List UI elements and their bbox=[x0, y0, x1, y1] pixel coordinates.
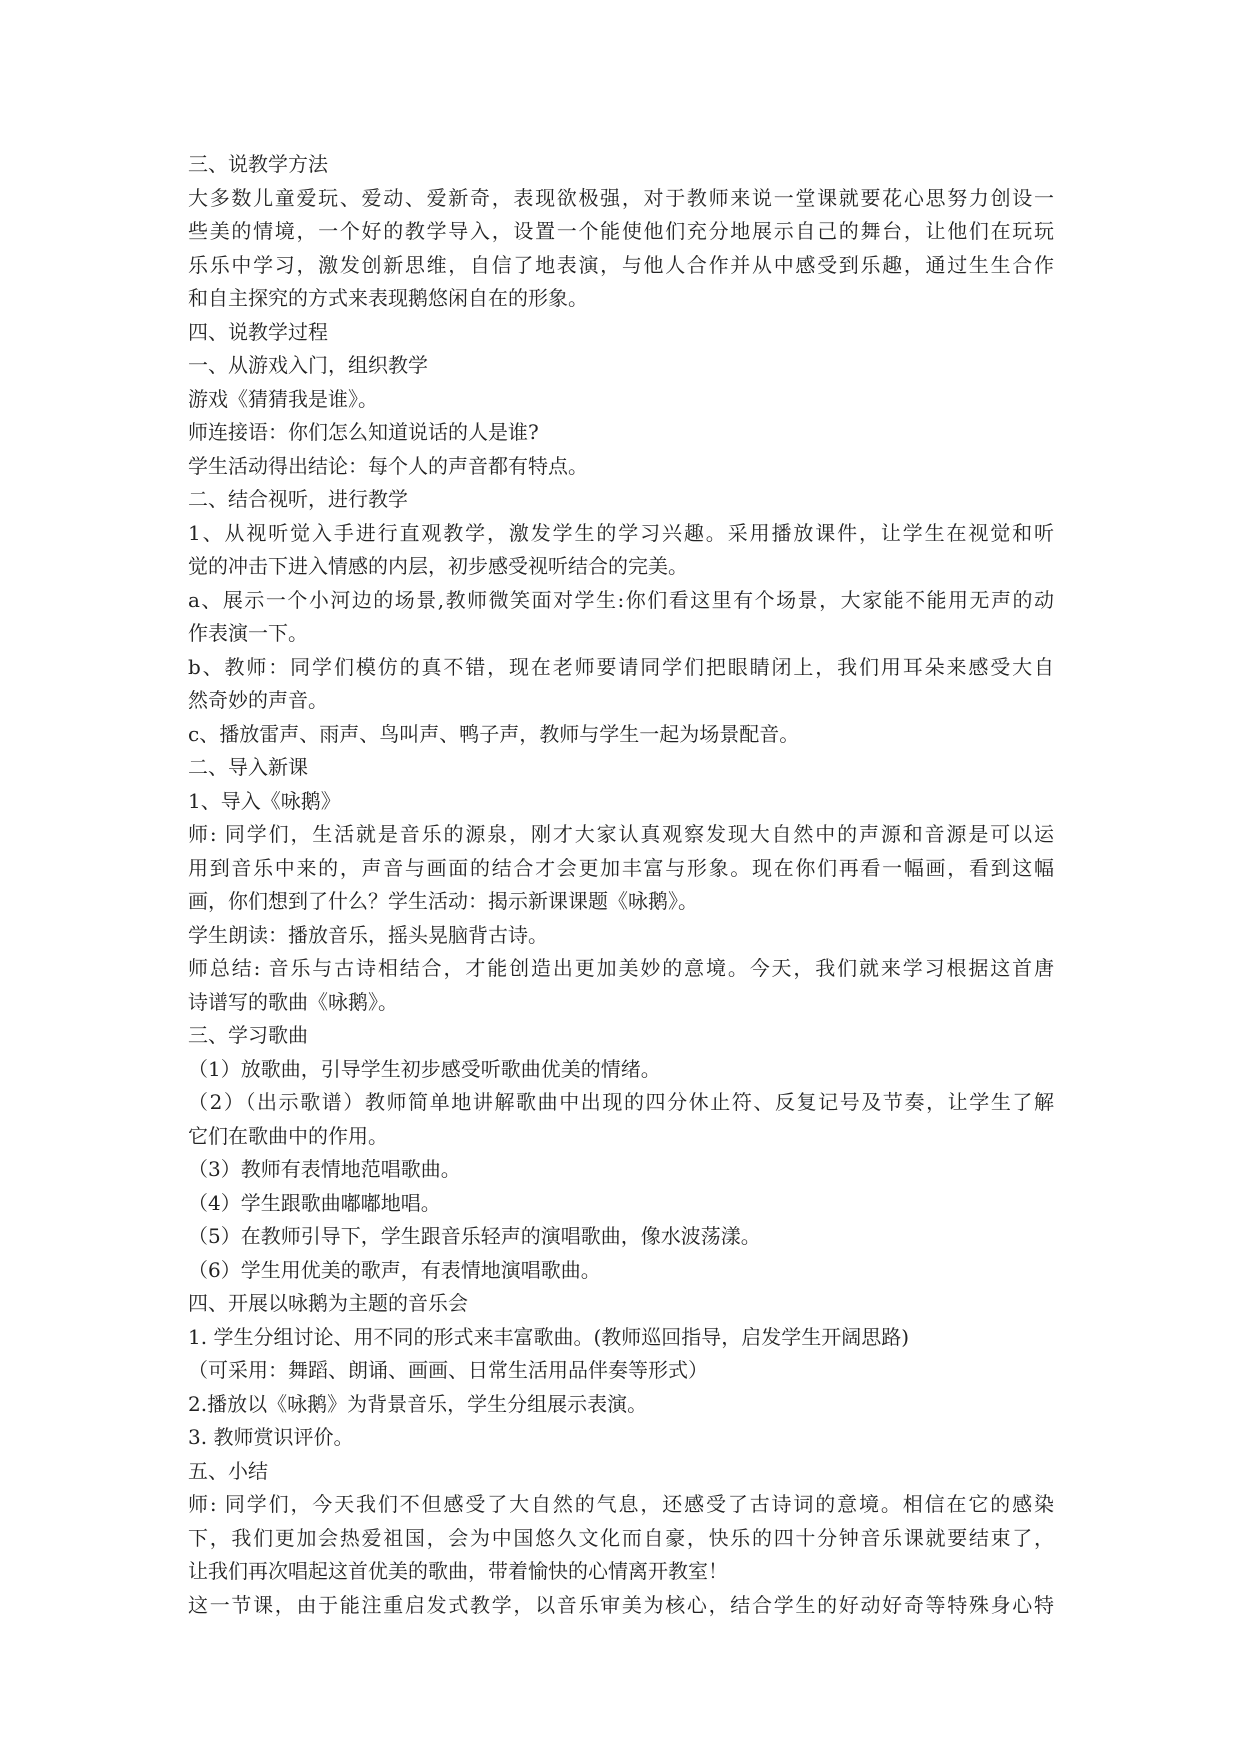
list-item: （6）学生用优美的歌声，有表情地演唱歌曲。 bbox=[188, 1257, 601, 1282]
list-item: （可采用：舞蹈、朗诵、画画、日常生活用品伴奏等形式） bbox=[188, 1358, 708, 1382]
paragraph-line: 诗谱写的歌曲《咏鹅》。 bbox=[188, 989, 398, 1014]
paragraph-line: c、播放雷声、雨声、鸟叫声、鸭子声，教师与学生一起为场景配音。 bbox=[188, 721, 800, 746]
paragraph-line: 乐乐中学习，激发创新思维，自信了地表演，与他人合作并从中感受到乐趣，通过生生合作 bbox=[188, 252, 1054, 277]
list-item: （5）在教师引导下，学生跟音乐轻声的演唱歌曲，像水波荡漾。 bbox=[188, 1224, 761, 1248]
paragraph-line: 下，我们更加会热爱祖国，会为中国悠久文化而自豪，快乐的四十分钟音乐课就要结束了， bbox=[188, 1525, 1054, 1550]
paragraph-line: 让我们再次唱起这首优美的歌曲，带着愉快的心情离开教室！ bbox=[188, 1559, 728, 1583]
paragraph-line: 作表演一下。 bbox=[188, 621, 308, 645]
list-item: （2）（出示歌谱）教师简单地讲解歌曲中出现的四分休止符、反复记号及节奏，让学生了解 bbox=[188, 1090, 1054, 1114]
document-body bbox=[188, 148, 1054, 1622]
subsection-heading: 四、开展以咏鹅为主题的音乐会 bbox=[188, 1291, 468, 1315]
subsection-heading: 三、学习歌曲 bbox=[188, 1023, 308, 1047]
section-heading: 四、说教学过程 bbox=[188, 319, 328, 344]
list-item: （4）学生跟歌曲嘟嘟地唱。 bbox=[188, 1190, 441, 1215]
paragraph-line: 然奇妙的声音。 bbox=[188, 688, 328, 712]
paragraph-line: 和自主探究的方式来表现鹅悠闲自在的形象。 bbox=[188, 286, 588, 310]
paragraph-line: 些美的情境，一个好的教学导入，设置一个能使他们充分地展示自己的舞台，让他们在玩玩 bbox=[188, 219, 1054, 243]
paragraph-line: 1、导入《咏鹅》 bbox=[188, 788, 341, 813]
paragraph-line: 师总结: 音乐与古诗相结合，才能创造出更加美妙的意境。今天，我们就来学习根据这首唐 bbox=[188, 956, 1054, 980]
list-item: 2.播放以《咏鹅》为背景音乐，学生分组展示表演。 bbox=[188, 1391, 648, 1416]
list-item: 1. 学生分组讨论、用不同的形式来丰富歌曲。(教师巡回指导，启发学生开阔思路) bbox=[188, 1324, 910, 1349]
paragraph-line: 大多数儿童爱玩、爱动、爱新奇，表现欲极强，对于教师来说一堂课就要花心思努力创设一 bbox=[188, 185, 1054, 210]
paragraph-line: 觉的冲击下进入情感的内层，初步感受视听结合的完美。 bbox=[188, 554, 688, 578]
paragraph-line: 用到音乐中来的，声音与画面的结合才会更加丰富与形象。现在你们再看一幅画，看到这幅 bbox=[188, 855, 1054, 880]
paragraph-line: 学生活动得出结论：每个人的声音都有特点。 bbox=[188, 453, 588, 478]
subsection-heading: 二、结合视听，进行教学 bbox=[188, 487, 408, 511]
list-item: 它们在歌曲中的作用。 bbox=[188, 1123, 388, 1148]
paragraph-line: 学生朗读：播放音乐，摇头晃脑背古诗。 bbox=[188, 922, 548, 947]
subsection-heading: 二、导入新课 bbox=[188, 755, 308, 779]
paragraph-line: 画，你们想到了什么？学生活动：揭示新课课题《咏鹅》。 bbox=[188, 889, 698, 913]
paragraph-line: 师: 同学们，生活就是音乐的源泉，刚才大家认真观察发现大自然中的声源和音源是可以运 bbox=[188, 822, 1054, 846]
list-item: （1）放歌曲，引导学生初步感受听歌曲优美的情绪。 bbox=[188, 1056, 661, 1081]
subsection-heading: 五、小结 bbox=[188, 1458, 268, 1483]
paragraph-line: 师: 同学们，今天我们不但感受了大自然的气息，还感受了古诗词的意境。相信在它的感染 bbox=[188, 1492, 1054, 1516]
paragraph-line: 这一节课，由于能注重启发式教学，以音乐审美为核心，结合学生的好动好奇等特殊身心特 bbox=[188, 1592, 1054, 1617]
paragraph-line: a、展示一个小河边的场景,教师微笑面对学生:你们看这里有个场景，大家能不能用无声的动 bbox=[188, 587, 1054, 612]
paragraph-line: b、教师：同学们模仿的真不错，现在老师要请同学们把眼睛闭上，我们用耳朵来感受大自 bbox=[188, 654, 1054, 679]
list-item: 3. 教师赏识评价。 bbox=[188, 1425, 354, 1449]
paragraph-line: 师连接语：你们怎么知道说话的人是谁? bbox=[188, 420, 539, 444]
paragraph-line: 游戏《猜猜我是谁》。 bbox=[188, 386, 378, 411]
list-item: （3）教师有表情地范唱歌曲。 bbox=[188, 1157, 461, 1181]
subsection-heading: 一、从游戏入门，组织教学 bbox=[188, 353, 428, 377]
paragraph-line: 1、从视听觉入手进行直观教学，激发学生的学习兴趣。采用播放课件，让学生在视觉和听 bbox=[188, 520, 1054, 545]
section-heading: 三、说教学方法 bbox=[188, 152, 328, 176]
